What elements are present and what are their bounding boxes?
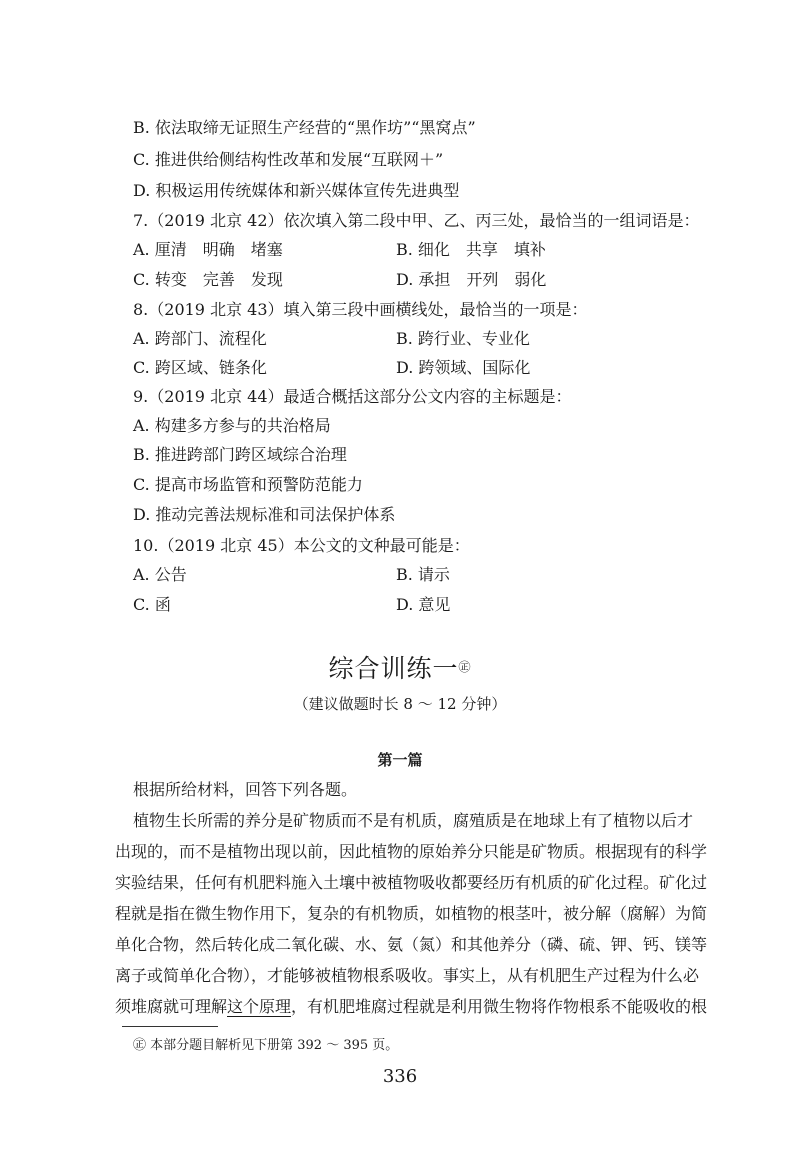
question-9-option-c: C. 提高市场监管和预警防范能力 <box>133 475 363 494</box>
question-7-option-b: B. 细化 共享 填补 <box>396 240 546 259</box>
passage-line-7 <box>115 991 708 1022</box>
page-number: 336 <box>382 1066 418 1087</box>
underlined-phrase: 这个原理 <box>227 997 292 1016</box>
question-7-option-d: D. 承担 开列 弱化 <box>396 270 547 289</box>
part-title: 第一篇 <box>377 751 423 769</box>
question-10-stem: 10.（2019 北京 45）本公文的文种最可能是： <box>133 536 470 555</box>
passage-line-7-after: ，有机肥堆腐过程就是利用微生物将作物根系不能吸收的根 <box>291 997 708 1016</box>
option-6d: D. 积极运用传统媒体和新兴媒体宣传先进典型 <box>133 181 460 200</box>
question-9-stem: 9.（2019 北京 44）最适合概括这部分公文内容的主标题是： <box>133 387 572 406</box>
question-7-option-c: C. 转变 完善 发现 <box>133 270 283 289</box>
question-8-option-b: B. 跨行业、专业化 <box>396 329 530 348</box>
option-6b: B. 依法取缔无证照生产经营的“黑作坊”“黑窝点” <box>133 118 476 137</box>
instruction: 根据所给材料，回答下列各题。 <box>133 780 358 799</box>
section-title-text: 综合训练一 <box>328 654 459 683</box>
question-8-option-c: C. 跨区域、链条化 <box>133 358 267 377</box>
question-7-stem: 7.（2019 北京 42）依次填入第二段中甲、乙、丙三处，最恰当的一组词语是： <box>133 211 700 230</box>
passage-line-2: 出现的，而不是植物出现以前，因此植物的原始养分只能是矿物质。根据现有的科学 <box>115 842 708 861</box>
question-10-option-b: B. 请示 <box>396 565 450 584</box>
question-9-option-d: D. 推动完善法规标准和司法保护体系 <box>133 505 396 524</box>
passage-line-7-before: 须堆腐就可理解 <box>115 997 228 1016</box>
question-8-option-a: A. 跨部门、流程化 <box>133 329 267 348</box>
question-8-stem: 8.（2019 北京 43）填入第三段中画横线处，最恰当的一项是： <box>133 300 588 319</box>
question-10-option-d: D. 意见 <box>396 595 451 614</box>
question-9-option-a: A. 构建多方参与的共治格局 <box>133 416 331 435</box>
option-6c: C. 推进供给侧结构性改革和发展“互联网＋” <box>133 150 444 169</box>
section-title <box>0 652 800 686</box>
passage-line-5: 单化合物，然后转化成二氧化碳、水、氨（氮）和其他养分（磷、硫、钾、钙、镁等 <box>115 935 708 954</box>
passage-line-3: 实验结果，任何有机肥料施入土壤中被植物吸收都要经历有机质的矿化过程。矿化过 <box>115 873 708 892</box>
passage-line-4: 程就是指在微生物作用下，复杂的有机物质，如植物的根茎叶，被分解（腐解）为简 <box>115 904 708 923</box>
question-9-option-b: B. 推进跨部门跨区域综合治理 <box>133 445 347 464</box>
passage-line-1: 植物生长所需的养分是矿物质而不是有机质，腐殖质是在地球上有了植物以后才 <box>133 811 694 830</box>
footnote: ㊣ 本部分题目解析见下册第 392 ～ 395 页。 <box>133 1038 399 1053</box>
question-7-option-a: A. 厘清 明确 堵塞 <box>133 240 283 259</box>
passage-line-6: 离子或简单化合物），才能够被植物根系吸收。事实上，从有机肥生产过程为什么必 <box>115 966 700 985</box>
footnote-mark-icon: ㊣ <box>458 660 472 674</box>
question-10-option-c: C. 函 <box>133 595 171 614</box>
question-8-option-d: D. 跨领域、国际化 <box>396 358 531 377</box>
question-10-option-a: A. 公告 <box>133 565 187 584</box>
footnote-divider <box>122 1026 218 1027</box>
section-subtitle: （建议做题时长 8 ～ 12 分钟） <box>293 695 507 713</box>
